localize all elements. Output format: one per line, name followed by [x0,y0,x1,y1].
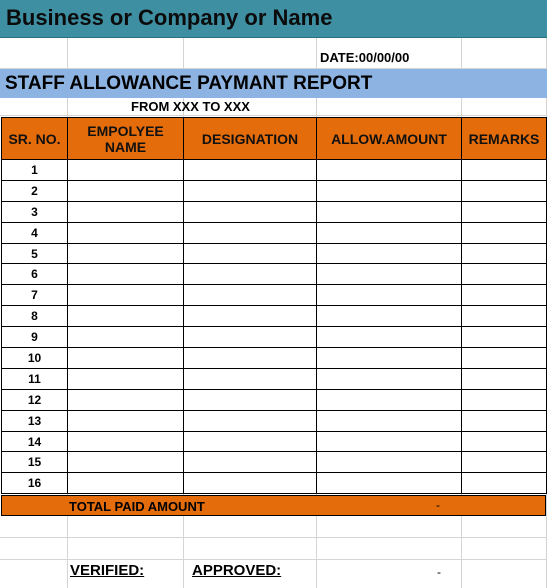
approved-label[interactable]: APPROVED: [192,562,282,579]
cell-designation[interactable] [184,180,317,201]
cell-designation[interactable] [184,452,317,473]
header-sr-no[interactable]: SR. NO. [2,118,68,160]
cell-designation[interactable] [184,201,317,222]
table-row [2,285,547,306]
cell-remarks[interactable] [462,452,547,473]
cell-designation[interactable] [184,264,317,285]
table-row [2,180,547,201]
cell-remarks[interactable] [462,264,547,285]
cell-remarks[interactable] [462,222,547,243]
cell-employee-name[interactable] [68,243,184,264]
header-allow-amount[interactable]: ALLOW.AMOUNT [317,118,462,160]
cell-allow-amount[interactable] [317,389,462,410]
verified-label[interactable]: VERIFIED: [70,562,145,579]
header-designation[interactable]: DESIGNATION [184,118,317,160]
total-row[interactable] [1,495,546,516]
cell-designation[interactable] [184,327,317,348]
cell-sr-no[interactable]: 13 [2,410,68,431]
table-row [2,264,547,285]
cell-employee-name[interactable] [68,306,184,327]
cell-employee-name[interactable] [68,180,184,201]
cell-remarks[interactable] [462,201,547,222]
cell-remarks[interactable] [462,160,547,181]
table-row [2,410,547,431]
cell-employee-name[interactable] [68,285,184,306]
report-title: STAFF ALLOWANCE PAYMANT REPORT [5,73,373,94]
cell-designation[interactable] [184,348,317,369]
grid-line [0,559,547,560]
cell-designation[interactable] [184,389,317,410]
table-row [2,201,547,222]
cell-allow-amount[interactable] [317,222,462,243]
cell-remarks[interactable] [462,348,547,369]
cell-remarks[interactable] [462,285,547,306]
cell-designation[interactable] [184,160,317,181]
header-remarks[interactable]: REMARKS [462,118,547,160]
allowance-table [1,117,547,494]
report-title-bar[interactable] [0,69,547,98]
cell-employee-name[interactable] [68,327,184,348]
cell-allow-amount[interactable] [317,243,462,264]
cell-sr-no[interactable]: 15 [2,452,68,473]
grid-line [0,537,547,538]
cell-designation[interactable] [184,410,317,431]
cell-remarks[interactable] [462,389,547,410]
cell-employee-name[interactable] [68,410,184,431]
table-header-row [2,118,547,160]
cell-remarks[interactable] [462,473,547,494]
header-employee-name[interactable]: EMPOLYEE NAME [68,118,184,160]
cell-allow-amount[interactable] [317,160,462,181]
cell-employee-name[interactable] [68,473,184,494]
cell-sr-no[interactable]: 10 [2,348,68,369]
table-row [2,306,547,327]
cell-remarks[interactable] [462,368,547,389]
company-title: Business or Company or Name [6,5,333,30]
cell-employee-name[interactable] [68,264,184,285]
table-row [2,243,547,264]
cell-remarks[interactable] [462,410,547,431]
date-label: DATE:00/00/00 [320,50,410,65]
cell-allow-amount[interactable] [317,201,462,222]
table-row [2,368,547,389]
cell-allow-amount[interactable] [317,285,462,306]
cell-remarks[interactable] [462,327,547,348]
table-row [2,452,547,473]
date-row[interactable] [0,38,547,69]
cell-employee-name[interactable] [68,222,184,243]
cell-sr-no[interactable]: 1 [2,160,68,181]
cell-allow-amount[interactable] [317,306,462,327]
table-row [2,160,547,181]
cell-sr-no[interactable]: 7 [2,285,68,306]
cell-allow-amount[interactable] [317,180,462,201]
cell-designation[interactable] [184,368,317,389]
cell-allow-amount[interactable] [317,410,462,431]
company-title-bar[interactable] [0,0,547,38]
cell-designation[interactable] [184,222,317,243]
cell-remarks[interactable] [462,431,547,452]
cell-allow-amount[interactable] [317,368,462,389]
total-label: TOTAL PAID AMOUNT [69,499,205,514]
period-label: FROM XXX TO XXX [131,99,250,114]
signature-area [0,516,547,588]
cell-remarks[interactable] [462,243,547,264]
cell-employee-name[interactable] [68,389,184,410]
cell-sr-no[interactable]: 4 [2,222,68,243]
cell-sr-no[interactable]: 14 [2,431,68,452]
cell-designation[interactable] [184,306,317,327]
cell-sr-no[interactable]: 2 [2,180,68,201]
total-value: - [436,498,440,512]
cell-allow-amount[interactable] [317,473,462,494]
cell-allow-amount[interactable] [317,327,462,348]
cell-sr-no[interactable]: 5 [2,243,68,264]
table-row [2,348,547,369]
footer-value: - [437,565,441,579]
cell-remarks[interactable] [462,180,547,201]
cell-sr-no[interactable]: 11 [2,368,68,389]
cell-sr-no[interactable]: 3 [2,201,68,222]
cell-employee-name[interactable] [68,201,184,222]
table-row [2,431,547,452]
cell-allow-amount[interactable] [317,348,462,369]
cell-employee-name[interactable] [68,348,184,369]
cell-remarks[interactable] [462,306,547,327]
cell-allow-amount[interactable] [317,431,462,452]
cell-allow-amount[interactable] [317,264,462,285]
cell-sr-no[interactable]: 16 [2,473,68,494]
cell-designation[interactable] [184,243,317,264]
cell-designation[interactable] [184,285,317,306]
cell-employee-name[interactable] [68,452,184,473]
cell-sr-no[interactable]: 12 [2,389,68,410]
cell-employee-name[interactable] [68,431,184,452]
table-row [2,327,547,348]
cell-sr-no[interactable]: 6 [2,264,68,285]
cell-designation[interactable] [184,473,317,494]
cell-designation[interactable] [184,431,317,452]
cell-employee-name[interactable] [68,368,184,389]
period-row[interactable] [0,98,547,116]
cell-sr-no[interactable]: 9 [2,327,68,348]
table-row [2,389,547,410]
table-row [2,222,547,243]
cell-employee-name[interactable] [68,160,184,181]
cell-sr-no[interactable]: 8 [2,306,68,327]
table-row [2,473,547,494]
cell-allow-amount[interactable] [317,452,462,473]
